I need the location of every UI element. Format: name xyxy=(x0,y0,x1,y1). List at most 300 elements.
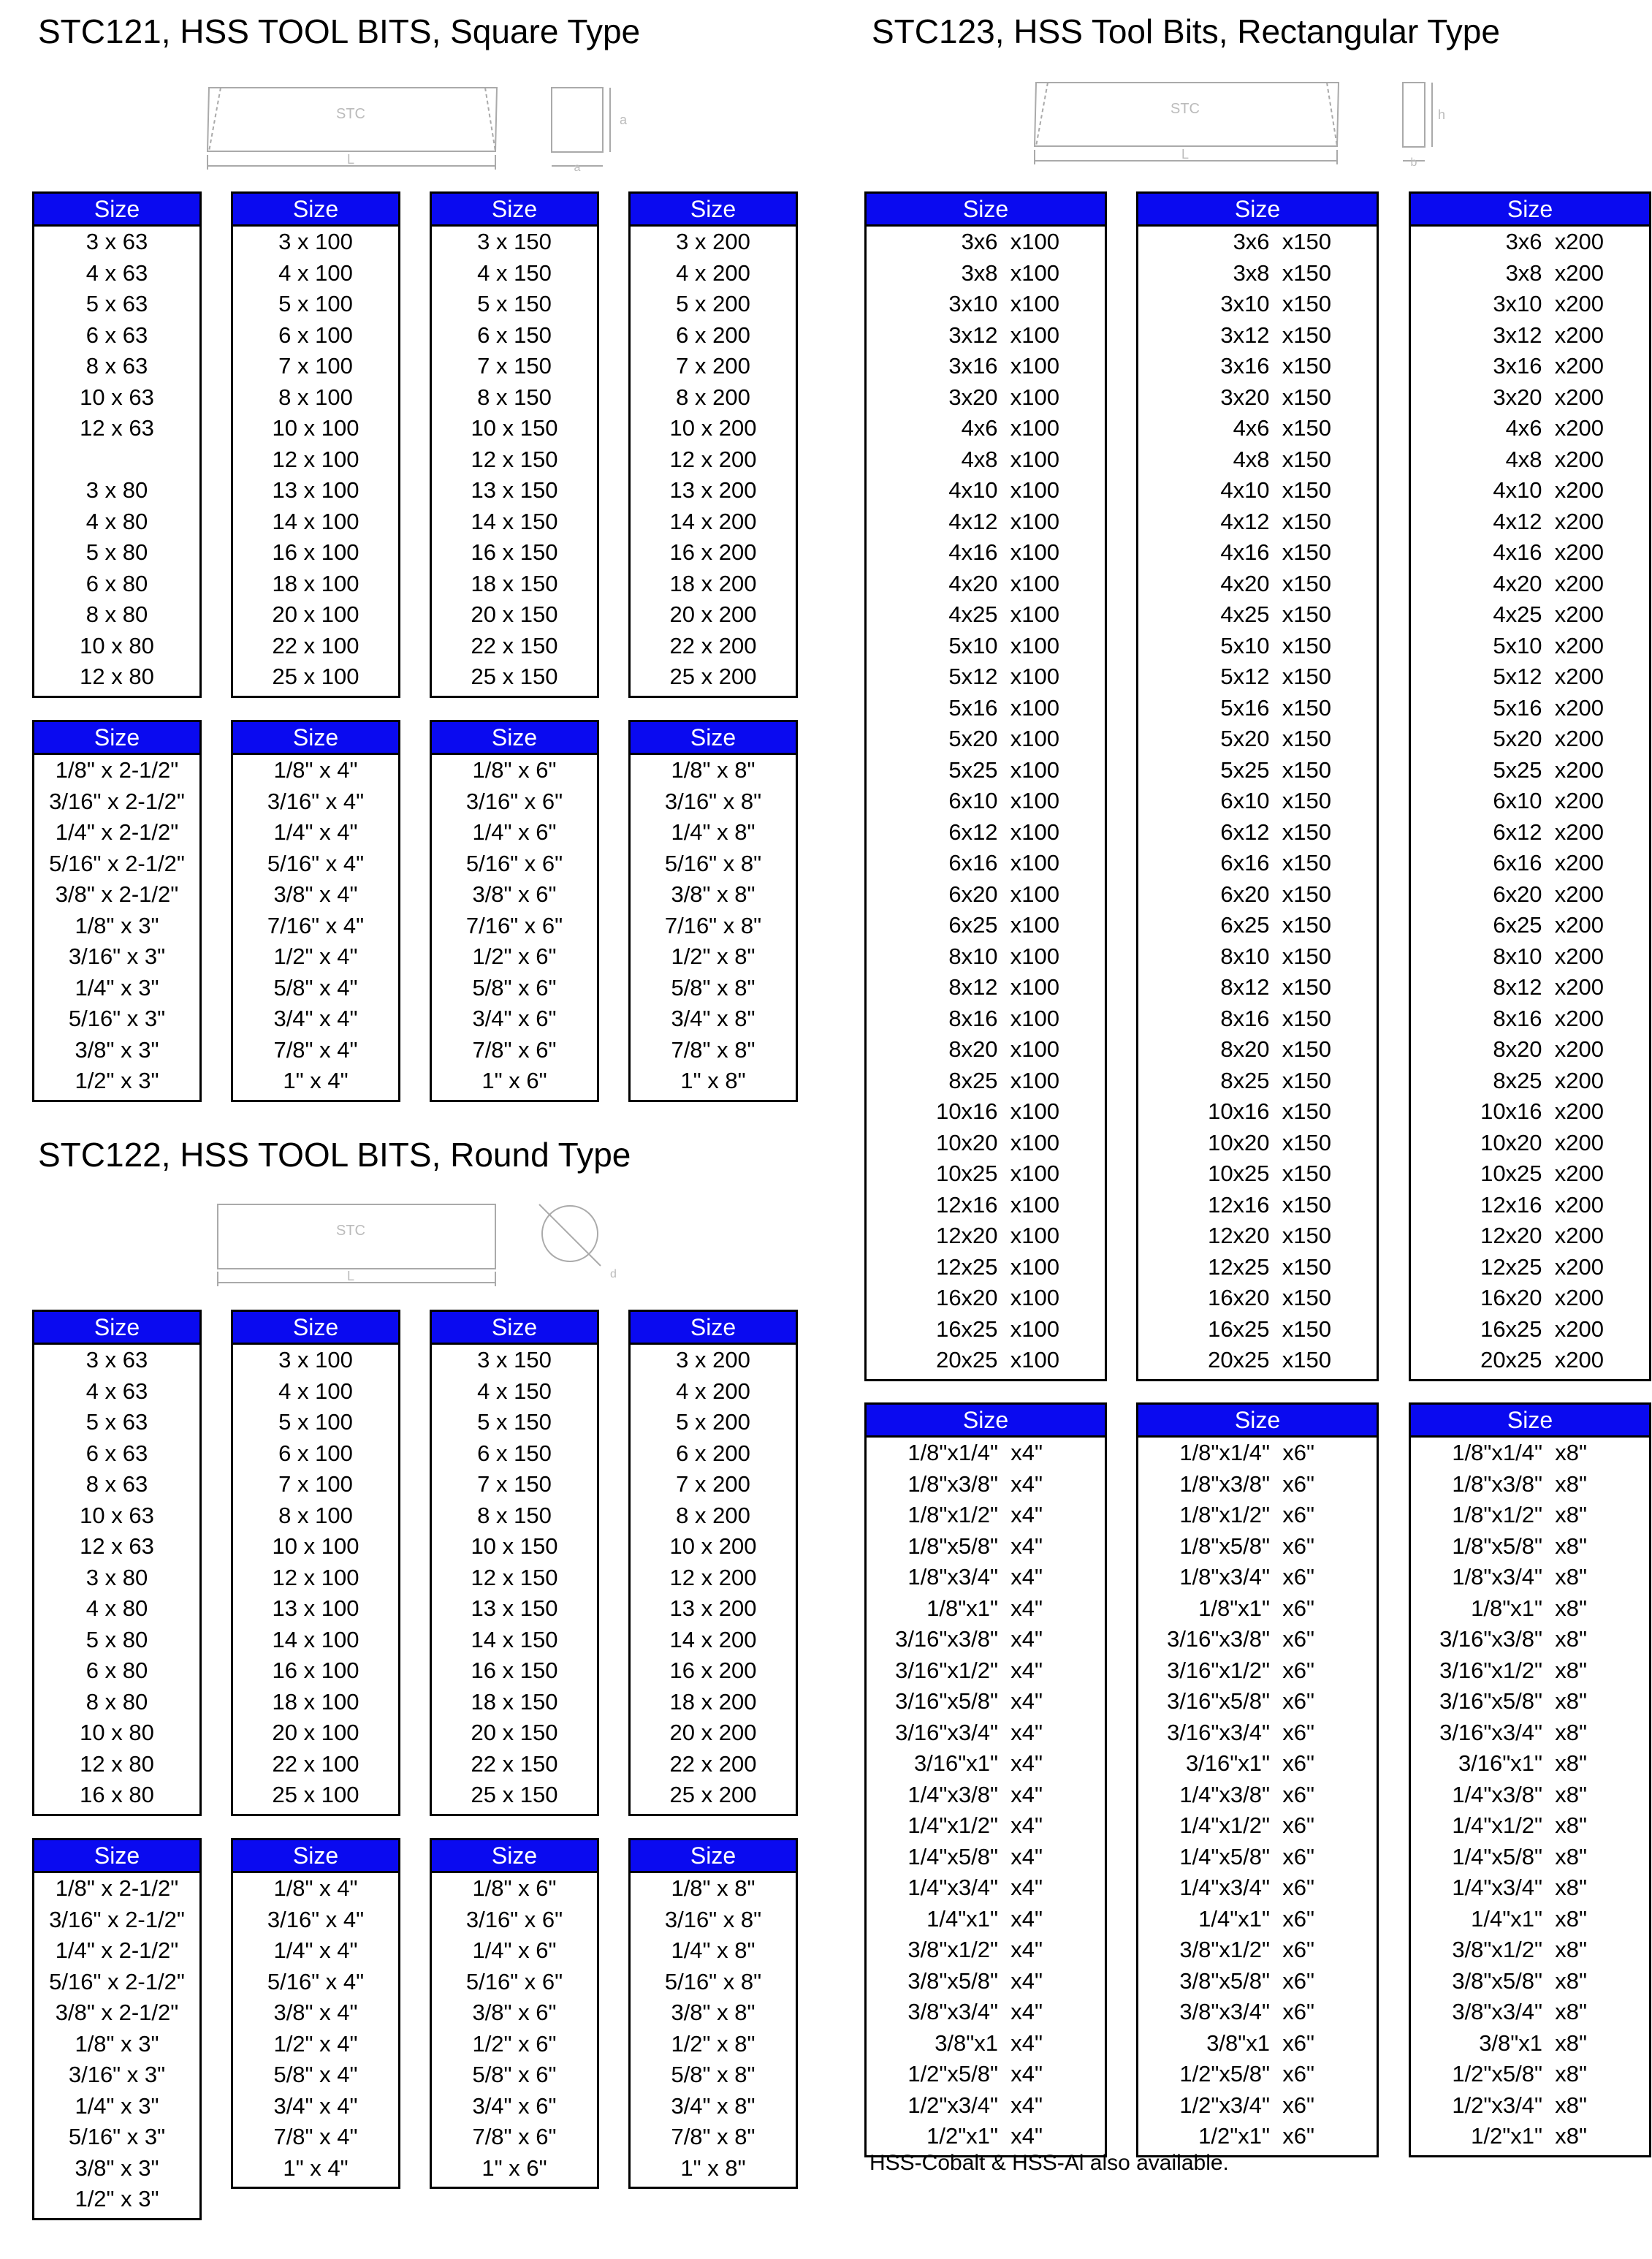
size-row: 7/8" x 4" xyxy=(273,1036,358,1063)
size-row: 3x12 x100 xyxy=(948,322,1059,348)
size-row: 3/16" x 6" xyxy=(465,1906,563,1932)
size-row: 1/2"x5/8" x8" xyxy=(1452,2061,1587,2087)
size-row: 20x25 x200 xyxy=(1480,1347,1604,1373)
size-row: 3 x 200 xyxy=(676,1347,750,1373)
size-row: 1/4" x 6" xyxy=(472,819,557,845)
size-row: 1/8"x1" x6" xyxy=(1198,1595,1314,1621)
size-row: 1/8"x1/2" x8" xyxy=(1452,1502,1587,1527)
size-row: 3/16"x1" x4" xyxy=(913,1750,1043,1776)
square-inch-table-1 xyxy=(32,720,202,1102)
size-row: 8x10 x100 xyxy=(948,943,1059,969)
size-row: 20 x 150 xyxy=(471,1720,558,1745)
size-row: 3/16" x 4" xyxy=(267,788,365,814)
size-row: 4 x 80 xyxy=(85,508,148,534)
size-row: 4x10 x200 xyxy=(1493,477,1604,503)
size-row: 4x6 x150 xyxy=(1233,415,1331,441)
size-row: 14 x 100 xyxy=(272,508,359,534)
size-row: 3/8"x1/2" x8" xyxy=(1452,1937,1587,1962)
size-header: Size xyxy=(1138,1405,1377,1438)
size-row: 12x25 x150 xyxy=(1208,1253,1331,1280)
svg-text:STC: STC xyxy=(336,106,365,122)
size-row: 7 x 150 xyxy=(477,1471,552,1497)
size-row: 4x25 x200 xyxy=(1493,601,1604,627)
square-metric-table-1 xyxy=(32,191,202,698)
size-row: 8x20 x200 xyxy=(1493,1036,1604,1062)
size-row: 4 x 63 xyxy=(85,1378,148,1404)
size-row: 5/8" x 4" xyxy=(273,2062,358,2087)
size-row: 4 x 200 xyxy=(676,259,750,286)
size-row: 5/16" x 8" xyxy=(664,1968,762,1994)
size-row: 3x16 x150 xyxy=(1220,353,1331,379)
size-row: 13 x 150 xyxy=(471,1595,558,1621)
round-tool-bit-diagram xyxy=(212,1199,650,1290)
size-row: 16x20 x150 xyxy=(1208,1285,1331,1310)
size-row: 3x6 x100 xyxy=(961,229,1059,254)
size-row: 18 x 150 xyxy=(471,570,558,596)
size-row: 3/16" x 2-1/2" xyxy=(49,1906,185,1932)
size-row: 3/4" x 4" xyxy=(273,1006,358,1031)
size-row: 18 x 200 xyxy=(669,1688,757,1715)
size-row: 1/2"x1" x6" xyxy=(1198,2123,1314,2149)
size-row: 4 x 80 xyxy=(85,1595,148,1621)
size-row: 12 x 200 xyxy=(669,1564,757,1590)
round-inch-table-3 xyxy=(430,1838,599,2189)
size-row: 3/16"x3/4" x6" xyxy=(1167,1719,1314,1745)
size-row: 12x20 x150 xyxy=(1208,1223,1331,1248)
size-row: 3 x 63 xyxy=(85,1347,148,1373)
size-row: 3/4" x 8" xyxy=(671,2092,755,2119)
size-row: 1/4" x 3" xyxy=(75,2092,159,2119)
size-row: 4 x 150 xyxy=(477,1378,552,1404)
size-header: Size xyxy=(432,194,597,227)
size-row: 1/4" x 8" xyxy=(671,819,755,845)
size-row: 7/8" x 8" xyxy=(671,1036,755,1063)
size-row: 12 x 200 xyxy=(669,446,757,472)
size-row: 6 x 100 xyxy=(278,322,353,348)
size-row: 1/4"x5/8" x6" xyxy=(1179,1843,1314,1869)
size-row: 3/8"x3/4" x8" xyxy=(1452,1999,1587,2024)
size-row: 5x10 x200 xyxy=(1493,632,1604,658)
size-row: 1" x 6" xyxy=(481,1068,547,1093)
size-header: Size xyxy=(233,722,398,755)
size-row: 12x20 x100 xyxy=(936,1223,1059,1248)
size-row: 7 x 150 xyxy=(477,353,552,379)
size-row: 5x16 x100 xyxy=(948,694,1059,721)
square-inch-table-3 xyxy=(430,720,599,1102)
size-row: 1/8" x 3" xyxy=(75,2030,159,2057)
size-row: 1/4" x 2-1/2" xyxy=(55,819,179,845)
size-row: 10x20 x150 xyxy=(1208,1129,1331,1155)
size-row: 10x20 x200 xyxy=(1480,1129,1604,1155)
size-header: Size xyxy=(867,194,1105,227)
size-row: 3/16" x 4" xyxy=(267,1906,365,1932)
size-row: 14 x 200 xyxy=(669,508,757,534)
size-row: 4x8 x150 xyxy=(1233,446,1331,472)
size-row: 1/8"x1/4" x8" xyxy=(1452,1440,1587,1465)
svg-text:a: a xyxy=(574,162,581,173)
size-row: 7/8" x 8" xyxy=(671,2124,755,2149)
size-row: 5x25 x200 xyxy=(1493,756,1604,783)
size-row: 1/4"x3/8" x4" xyxy=(907,1781,1043,1807)
size-row: 3x10 x150 xyxy=(1220,291,1331,316)
size-row: 3x10 x100 xyxy=(948,291,1059,316)
size-row: 4x10 x100 xyxy=(948,477,1059,503)
size-row: 4x6 x100 xyxy=(961,415,1059,441)
size-row: 16 x 150 xyxy=(471,539,558,565)
size-row: 7/8" x 6" xyxy=(472,1036,557,1063)
size-row: 25 x 200 xyxy=(669,664,757,689)
svg-text:h: h xyxy=(1438,107,1446,122)
size-row: 1/2"x1" x8" xyxy=(1471,2123,1587,2149)
size-row: 8x25 x150 xyxy=(1220,1067,1331,1093)
size-row: 3 x 150 xyxy=(477,1347,552,1373)
size-row: 3/8"x3/4" x4" xyxy=(907,1999,1043,2024)
size-row: 12x25 x200 xyxy=(1480,1253,1604,1280)
size-row: 25 x 100 xyxy=(272,664,359,689)
size-row: 10x16 x100 xyxy=(936,1098,1059,1124)
size-row: 3 x 150 xyxy=(477,229,552,254)
size-row: 3/8" x 4" xyxy=(273,2000,358,2025)
round-inch-table-2 xyxy=(231,1838,400,2189)
size-row: 3x20 x200 xyxy=(1493,384,1604,410)
size-row: 20 x 200 xyxy=(669,1720,757,1745)
size-row: 8x12 x100 xyxy=(948,974,1059,1000)
size-row: 1/8"x5/8" x6" xyxy=(1179,1533,1314,1559)
size-row: 4x16 x150 xyxy=(1220,539,1331,565)
size-row: 6x16 x150 xyxy=(1220,850,1331,876)
size-row: 8x12 x150 xyxy=(1220,974,1331,1000)
size-row: 5/16" x 8" xyxy=(664,850,762,876)
size-row: 5/16" x 4" xyxy=(267,850,365,876)
size-row: 7/16" x 4" xyxy=(267,912,365,938)
size-row: 3 x 100 xyxy=(278,229,353,254)
size-row: 1/2"x3/4" x6" xyxy=(1179,2092,1314,2118)
size-row: 4x25 x150 xyxy=(1220,601,1331,627)
size-row: 6 x 80 xyxy=(85,1658,148,1683)
size-row: 13 x 200 xyxy=(669,1595,757,1621)
size-row: 1/4"x3/4" x6" xyxy=(1179,1875,1314,1900)
size-row: 16x20 x200 xyxy=(1480,1285,1604,1310)
size-row: 4x12 x100 xyxy=(948,508,1059,534)
size-row: 5x16 x150 xyxy=(1220,694,1331,721)
size-row: 3x16 x100 xyxy=(948,353,1059,379)
size-row: 1/8"x3/4" x8" xyxy=(1452,1564,1587,1590)
size-row: 12 x 63 xyxy=(80,415,154,441)
size-row: 12x25 x100 xyxy=(936,1253,1059,1280)
size-row: 1/8"x1/2" x6" xyxy=(1179,1502,1314,1527)
size-row: 1/8" x 3" xyxy=(75,912,159,938)
size-row: 14 x 200 xyxy=(669,1626,757,1652)
square-tool-bit-diagram xyxy=(205,82,643,173)
size-row: 10 x 150 xyxy=(471,415,558,441)
size-row: 3 x 80 xyxy=(85,477,148,503)
size-row: 8 x 150 xyxy=(477,384,552,410)
size-row: 6x25 x200 xyxy=(1493,912,1604,938)
size-row: 16x25 x150 xyxy=(1208,1315,1331,1342)
size-row: 1/4" x 6" xyxy=(472,1937,557,1963)
size-row: 5/16" x 2-1/2" xyxy=(49,1968,185,1994)
size-row: 4x20 x100 xyxy=(948,570,1059,596)
size-row: 10 x 200 xyxy=(669,415,757,441)
size-row: 5x10 x100 xyxy=(948,632,1059,658)
size-row: 8x20 x150 xyxy=(1220,1036,1331,1062)
size-row: 3/16" x 3" xyxy=(68,944,166,969)
size-row: 3/8"x1 x8" xyxy=(1479,2030,1587,2056)
square-inch-table-4 xyxy=(628,720,798,1102)
size-row: 4x20 x200 xyxy=(1493,570,1604,596)
size-row: 16 x 200 xyxy=(669,1658,757,1683)
size-row: 5x16 x200 xyxy=(1493,694,1604,721)
size-row: 8 x 200 xyxy=(676,1502,750,1528)
size-row: 3/16"x3/4" x4" xyxy=(895,1719,1043,1745)
size-row: 6 x 200 xyxy=(676,322,750,348)
size-row: 3/8" x 2-1/2" xyxy=(55,2000,179,2025)
size-row: 5 x 80 xyxy=(85,1626,148,1652)
size-row: 1/4"x1/2" x4" xyxy=(907,1812,1043,1838)
size-row: 5/16" x 3" xyxy=(68,2124,166,2149)
size-row: 3/8"x5/8" x4" xyxy=(907,1967,1043,1994)
size-row: 12 x 80 xyxy=(80,664,154,689)
size-row: 6x12 x100 xyxy=(948,819,1059,845)
size-row: 20x25 x100 xyxy=(936,1347,1059,1373)
size-row: 1/8"x1" x4" xyxy=(926,1595,1043,1621)
size-row: 8x10 x150 xyxy=(1220,943,1331,969)
size-row: 1/8"x3/4" x6" xyxy=(1179,1564,1314,1590)
size-row: 3/8" x 6" xyxy=(472,881,557,907)
size-row: 18 x 100 xyxy=(272,1688,359,1715)
size-row: 22 x 150 xyxy=(471,1750,558,1777)
size-row: 20x25 x150 xyxy=(1208,1347,1331,1373)
size-row: 5/16" x 6" xyxy=(465,1968,563,1994)
size-row: 5/8" x 8" xyxy=(671,974,755,1001)
size-row: 6 x 200 xyxy=(676,1440,750,1466)
svg-text:STC: STC xyxy=(336,1223,365,1239)
size-row: 3/16"x5/8" x4" xyxy=(895,1688,1043,1714)
size-row: 1/2"x5/8" x4" xyxy=(907,2061,1043,2087)
size-row: 1/4" x 4" xyxy=(273,1937,358,1963)
rectangular-inch-table-2 xyxy=(1136,1402,1379,2157)
size-row: 1" x 8" xyxy=(680,1068,746,1093)
size-row: 16 x 80 xyxy=(80,1782,154,1807)
size-row: 1/4"x3/4" x8" xyxy=(1452,1875,1587,1900)
size-row: 1" x 6" xyxy=(481,2154,547,2181)
size-row: 3/16" x 2-1/2" xyxy=(49,788,185,814)
size-row: 10x20 x100 xyxy=(936,1129,1059,1155)
svg-text:STC: STC xyxy=(1171,101,1200,117)
size-row: 3/4" x 8" xyxy=(671,1006,755,1031)
size-row: 3 x 63 xyxy=(85,229,148,254)
size-header: Size xyxy=(34,1840,199,1873)
size-row: 16x20 x100 xyxy=(936,1285,1059,1310)
size-header: Size xyxy=(432,1312,597,1345)
size-row: 1/2" x 8" xyxy=(671,2030,755,2057)
size-row: 3/16"x3/8" x6" xyxy=(1167,1626,1314,1652)
size-row: 20 x 100 xyxy=(272,601,359,627)
size-row: 3x12 x150 xyxy=(1220,322,1331,348)
size-row: 5 x 200 xyxy=(676,1409,750,1435)
size-row: 3/8"x1/2" x4" xyxy=(907,1937,1043,1962)
size-row: 12x16 x200 xyxy=(1480,1191,1604,1218)
size-row: 10 x 100 xyxy=(272,1533,359,1559)
size-row: 13 x 150 xyxy=(471,477,558,503)
size-row: 16 x 100 xyxy=(272,1658,359,1683)
size-row: 5/8" x 6" xyxy=(472,974,557,1001)
size-row: 16x25 x200 xyxy=(1480,1315,1604,1342)
size-row: 13 x 100 xyxy=(272,1595,359,1621)
size-header: Size xyxy=(867,1405,1105,1438)
size-row: 1/2"x1" x4" xyxy=(926,2123,1043,2149)
size-row: 10x16 x200 xyxy=(1480,1098,1604,1124)
size-row: 6x20 x150 xyxy=(1220,881,1331,907)
size-row: 5 x 100 xyxy=(278,291,353,316)
size-row: 5 x 200 xyxy=(676,291,750,316)
size-row: 6x20 x200 xyxy=(1493,881,1604,907)
size-row: 5x20 x150 xyxy=(1220,726,1331,751)
size-row: 6x20 x100 xyxy=(948,881,1059,907)
size-row: 3/8" x 3" xyxy=(75,2154,159,2181)
round-inch-table-4 xyxy=(628,1838,798,2189)
rectangular-section-title: STC123, HSS Tool Bits, Rectangular Type xyxy=(872,12,1500,50)
size-row: 6x12 x200 xyxy=(1493,819,1604,845)
size-row: 3x8 x200 xyxy=(1505,259,1604,286)
size-row: 1/4"x3/8" x6" xyxy=(1179,1781,1314,1807)
svg-text:L: L xyxy=(346,1269,355,1283)
size-row: 1/8"x1" x8" xyxy=(1471,1595,1587,1621)
size-row: 6x16 x100 xyxy=(948,850,1059,876)
size-row: 4x12 x150 xyxy=(1220,508,1331,534)
size-row: 3/16" x 8" xyxy=(664,788,762,814)
size-row: 16 x 200 xyxy=(669,539,757,565)
size-row: 5/16" x 6" xyxy=(465,850,563,876)
round-metric-table-4 xyxy=(628,1310,798,1816)
size-row: 6 x 80 xyxy=(85,570,148,596)
size-row: 3/8" x 2-1/2" xyxy=(55,881,179,907)
size-row: 1/8" x 2-1/2" xyxy=(55,1875,179,1901)
size-row: 3x12 x200 xyxy=(1493,322,1604,348)
size-row: 4x16 x100 xyxy=(948,539,1059,565)
size-row: 3/16"x1/2" x8" xyxy=(1439,1657,1587,1683)
size-row: 12 x 150 xyxy=(471,1564,558,1590)
size-row: 4 x 150 xyxy=(477,259,552,286)
size-row: 25 x 150 xyxy=(471,664,558,689)
size-row: 3/8" x 8" xyxy=(671,881,755,907)
size-row: 3/8"x1 x6" xyxy=(1206,2030,1314,2056)
size-row: 1/8"x3/8" x6" xyxy=(1179,1470,1314,1497)
size-row: 4x20 x150 xyxy=(1220,570,1331,596)
size-row: 3/16" x 6" xyxy=(465,788,563,814)
size-row: 3x10 x200 xyxy=(1493,291,1604,316)
size-row: 20 x 100 xyxy=(272,1720,359,1745)
size-row: 7/8" x 4" xyxy=(273,2124,358,2149)
size-row: 8 x 80 xyxy=(85,601,148,627)
size-row: 22 x 200 xyxy=(669,632,757,658)
size-row: 18 x 200 xyxy=(669,570,757,596)
size-row: 5/16" x 2-1/2" xyxy=(49,850,185,876)
size-row: 8 x 200 xyxy=(676,384,750,410)
size-row: 10x25 x100 xyxy=(936,1161,1059,1186)
size-row: 5 x 150 xyxy=(477,1409,552,1435)
size-row: 5/8" x 6" xyxy=(472,2062,557,2087)
size-row: 14 x 150 xyxy=(471,1626,558,1652)
size-row: 6x12 x150 xyxy=(1220,819,1331,845)
size-row: 12 x 100 xyxy=(272,1564,359,1590)
size-row: 7 x 100 xyxy=(278,353,353,379)
size-row: 5x10 x150 xyxy=(1220,632,1331,658)
size-row: 16 x 100 xyxy=(272,539,359,565)
size-row: 5x20 x200 xyxy=(1493,726,1604,751)
size-row: 12x16 x100 xyxy=(936,1191,1059,1218)
size-row: 1/2" x 6" xyxy=(472,2030,557,2057)
size-row: 7 x 200 xyxy=(676,353,750,379)
size-row: 1/4"x1" x8" xyxy=(1471,1905,1587,1932)
size-row: 7 x 200 xyxy=(676,1471,750,1497)
size-row: 12 x 80 xyxy=(80,1750,154,1777)
size-header: Size xyxy=(34,194,199,227)
size-row: 3/8" x 6" xyxy=(472,2000,557,2025)
size-row: 8 x 100 xyxy=(278,1502,353,1528)
size-row: 14 x 150 xyxy=(471,508,558,534)
size-row: 3x20 x100 xyxy=(948,384,1059,410)
size-row: 8x16 x200 xyxy=(1493,1005,1604,1031)
size-row: 3/16"x1/2" x4" xyxy=(895,1657,1043,1683)
size-row: 12x16 x150 xyxy=(1208,1191,1331,1218)
size-row: 10 x 80 xyxy=(80,1720,154,1745)
size-row: 8 x 63 xyxy=(85,1471,148,1497)
size-row: 1/8" x 6" xyxy=(472,1875,557,1901)
size-row: 3/16"x1" x6" xyxy=(1185,1750,1314,1776)
size-row: 8 x 80 xyxy=(85,1688,148,1715)
size-row: 6x16 x200 xyxy=(1493,850,1604,876)
size-row: 6 x 150 xyxy=(477,1440,552,1466)
size-row: 4 x 200 xyxy=(676,1378,750,1404)
size-row: 7 x 100 xyxy=(278,1471,353,1497)
rectangular-metric-table-3 xyxy=(1409,191,1651,1381)
size-row: 1" x 8" xyxy=(680,2154,746,2181)
size-row: 6x25 x100 xyxy=(948,912,1059,938)
size-row: 7/16" x 6" xyxy=(465,912,563,938)
size-header: Size xyxy=(233,194,398,227)
size-row: 7/16" x 8" xyxy=(664,912,762,938)
square-section-title: STC121, HSS TOOL BITS, Square Type xyxy=(38,12,641,50)
size-row: 5 x 80 xyxy=(85,539,148,565)
size-row: 10 x 150 xyxy=(471,1533,558,1559)
round-metric-table-1 xyxy=(32,1310,202,1816)
size-header: Size xyxy=(233,1312,398,1345)
size-header: Size xyxy=(631,194,796,227)
size-row: 4 x 100 xyxy=(278,1378,353,1404)
size-row: 4x8 x200 xyxy=(1505,446,1604,472)
size-row: 1/8"x5/8" x4" xyxy=(907,1533,1043,1559)
size-row: 3/4" x 6" xyxy=(472,1006,557,1031)
size-row: 3/8"x1 x4" xyxy=(935,2030,1043,2056)
size-row: 3/8" x 4" xyxy=(273,881,358,907)
size-row: 3/8" x 8" xyxy=(671,2000,755,2025)
size-row: 18 x 150 xyxy=(471,1688,558,1715)
size-header: Size xyxy=(631,1312,796,1345)
size-row: 5 x 63 xyxy=(85,291,148,316)
size-row: 8 x 100 xyxy=(278,384,353,410)
size-header: Size xyxy=(1411,194,1649,227)
size-row: 25 x 200 xyxy=(669,1782,757,1807)
size-row: 1/8" x 4" xyxy=(273,1875,358,1901)
size-row: 3x8 x100 xyxy=(961,259,1059,286)
size-row: 3/16" x 8" xyxy=(664,1906,762,1932)
size-row: 3/16"x3/4" x8" xyxy=(1439,1719,1587,1745)
size-row: 10 x 80 xyxy=(80,632,154,658)
size-row: 16x25 x100 xyxy=(936,1315,1059,1342)
size-row: 10x16 x150 xyxy=(1208,1098,1331,1124)
size-row: 6 x 100 xyxy=(278,1440,353,1466)
